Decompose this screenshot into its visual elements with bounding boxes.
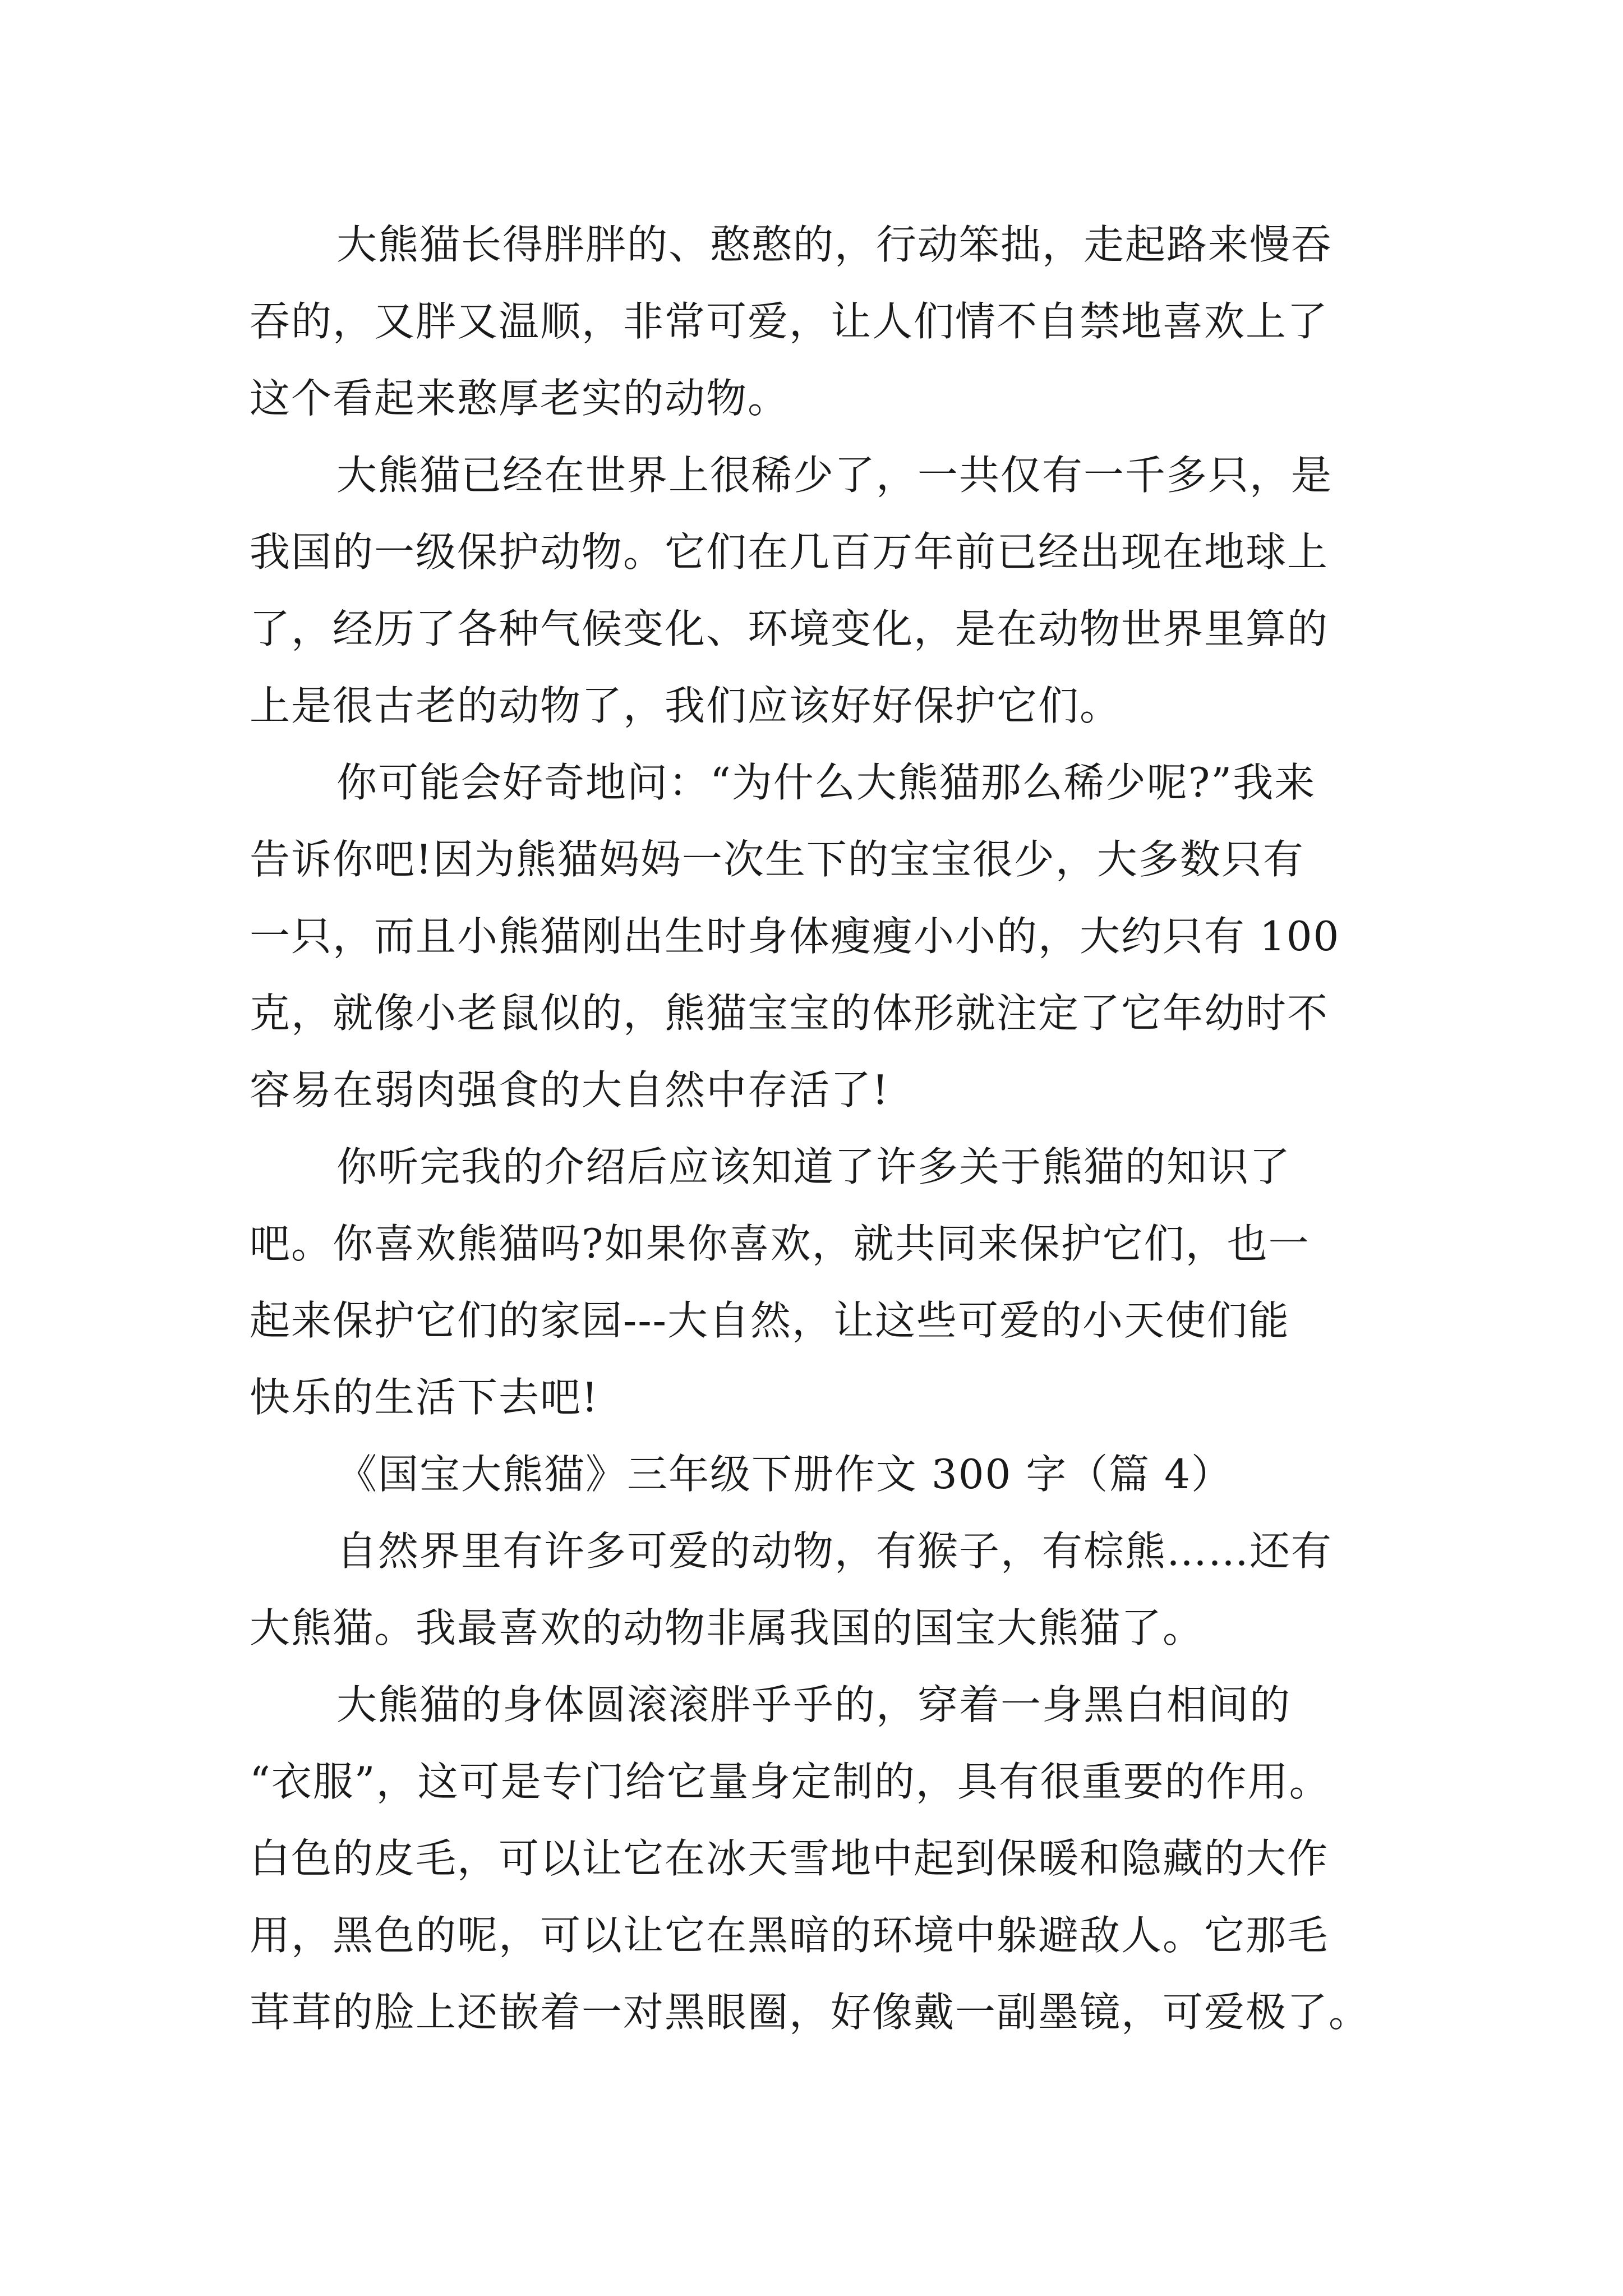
paragraph-2-line-4: 上是很古老的动物了，我们应该好好保护它们。	[250, 682, 1122, 729]
paragraph-2-line-1: 大熊猫已经在世界上很稀少了，一共仅有一千多只，是	[336, 452, 1333, 499]
paragraph-3-line-5: 容易在弱肉强食的大自然中存活了!	[250, 1066, 889, 1114]
paragraph-6-line-5: 茸茸的脸上还嵌着一对黑眼圈，好像戴一副墨镜，可爱极了。	[250, 1989, 1371, 2036]
paragraph-6-line-2: “衣服”，这可是专门给它量身定制的，具有很重要的作用。	[250, 1758, 1331, 1805]
paragraph-3-line-4: 克，就像小老鼠似的，熊猫宝宝的体形就注定了它年幼时不	[250, 990, 1329, 1037]
paragraph-5-line-2: 大熊猫。我最喜欢的动物非属我国的国宝大熊猫了。	[250, 1604, 1205, 1651]
paragraph-1-line-2: 吞的，又胖又温顺，非常可爱，让人们情不自禁地喜欢上了	[250, 298, 1329, 345]
paragraph-3-line-2: 告诉你吧!因为熊猫妈妈一次生下的宝宝很少，大多数只有	[250, 836, 1304, 883]
section-heading: 《国宝大熊猫》三年级下册作文 300 字（篇 4）	[336, 1451, 1233, 1498]
paragraph-2-line-2: 我国的一级保护动物。它们在几百万年前已经出现在地球上	[250, 528, 1329, 576]
paragraph-4-line-1: 你听完我的介绍后应该知道了许多关于熊猫的知识了	[336, 1143, 1292, 1190]
paragraph-1-line-3: 这个看起来憨厚老实的动物。	[250, 375, 790, 422]
paragraph-4-line-2: 吧。你喜欢熊猫吗?如果你喜欢，就共同来保护它们，也一	[250, 1220, 1310, 1267]
paragraph-5-line-1: 自然界里有许多可爱的动物，有猴子，有棕熊……还有	[336, 1527, 1333, 1575]
paragraph-6-line-4: 用，黑色的呢，可以让它在黑暗的环境中躲避敌人。它那毛	[250, 1912, 1329, 1959]
paragraph-4-line-4: 快乐的生活下去吧!	[250, 1374, 599, 1421]
paragraph-2-line-3: 了，经历了各种气候变化、环境变化，是在动物世界里算的	[250, 605, 1329, 652]
paragraph-4-line-3: 起来保护它们的家园---大自然，让这些可爱的小天使们能	[250, 1297, 1290, 1344]
paragraph-3-line-1: 你可能会好奇地问：“为什么大熊猫那么稀少呢?”我来	[336, 759, 1316, 806]
paragraph-3-line-3: 一只，而且小熊猫刚出生时身体瘦瘦小小的，大约只有 100	[250, 913, 1340, 960]
paragraph-6-line-3: 白色的皮毛，可以让它在冰天雪地中起到保暖和隐藏的大作	[250, 1835, 1329, 1882]
paragraph-6-line-1: 大熊猫的身体圆滚滚胖乎乎的，穿着一身黑白相间的	[336, 1681, 1292, 1728]
paragraph-1-line-1: 大熊猫长得胖胖的、憨憨的，行动笨拙，走起路来慢吞	[336, 221, 1333, 268]
